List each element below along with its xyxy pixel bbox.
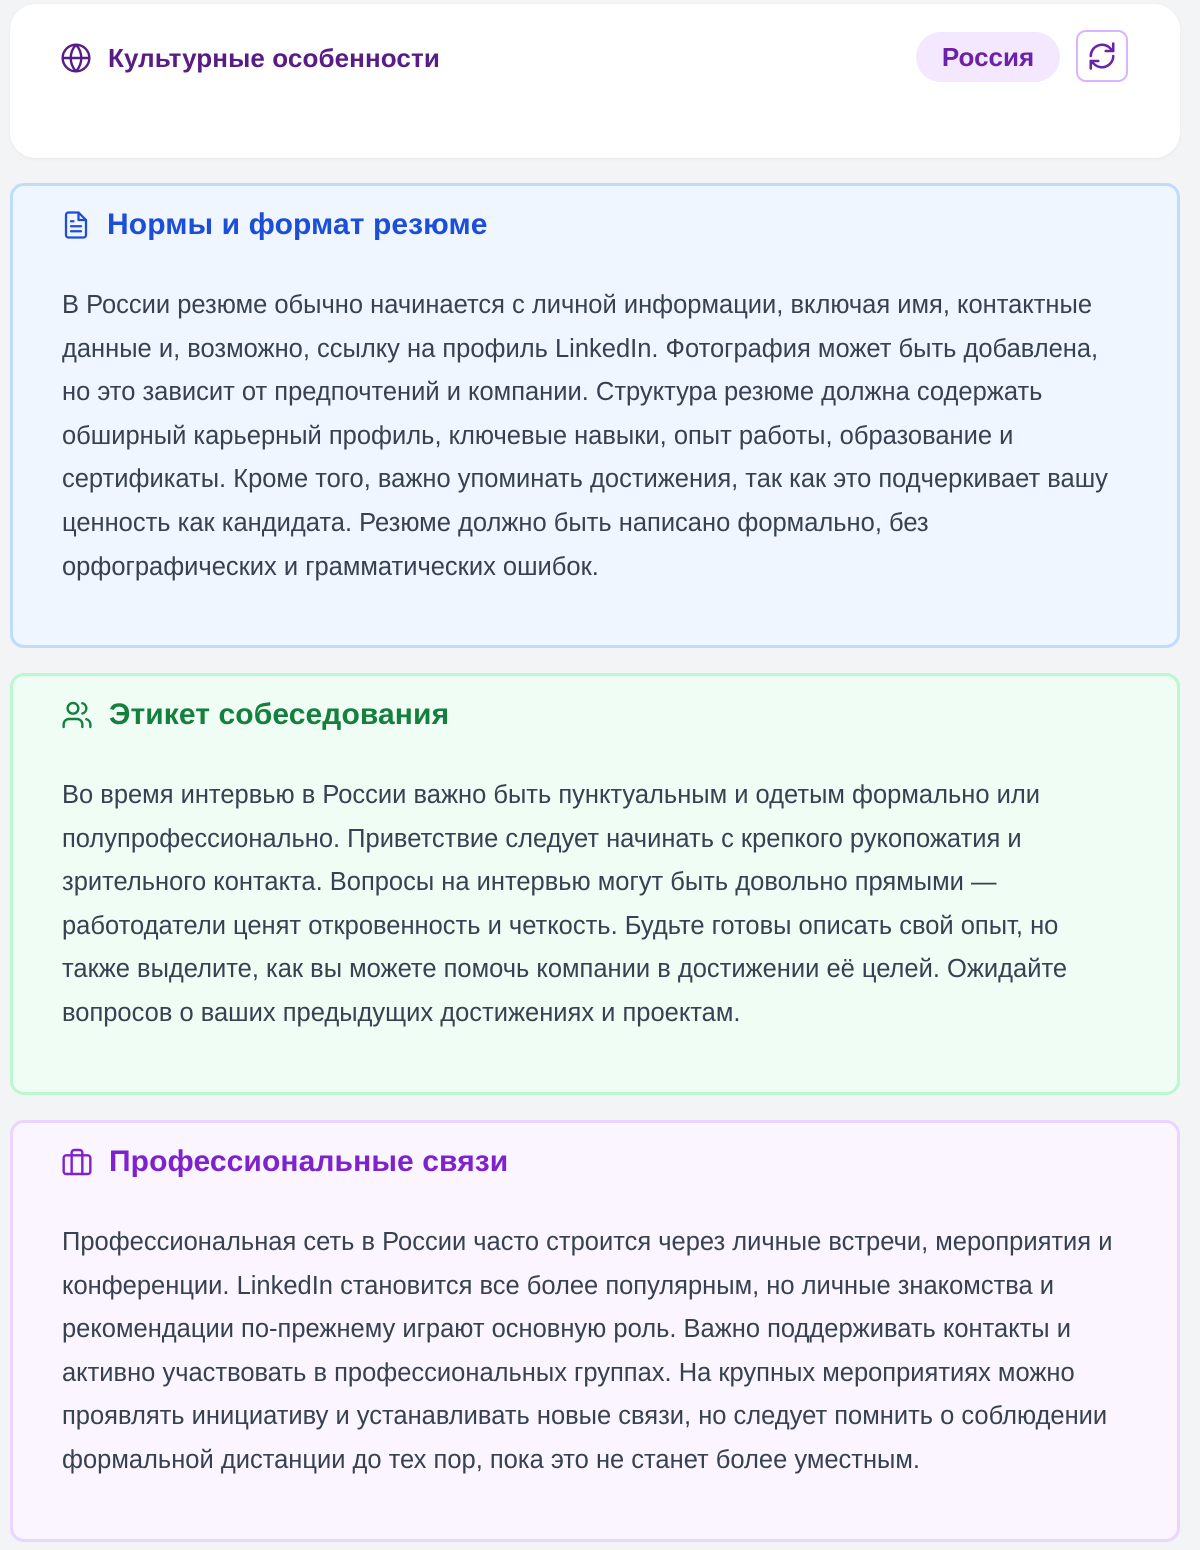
- resume-norms-text: В России резюме обычно начинается с личной информации, включая имя, контактные данные и, возможно, ссылку на профиль LinkedIn. Фотография может быть добавлена, но это зависит от предпочтений и компании. Структура резюме должна содержать обширный карьерный профиль, ключевые навыки, опыт работы, образование и сертификаты. Кроме того, важно упоминать достижения, так как это подчеркивает вашу ценность как кандидата. Резюме должно быть написано формально, без орфографических и грамматических ошибок.: [62, 291, 1108, 581]
- professional-networking-header: [61, 1145, 508, 1179]
- resume-norms-card: [10, 183, 1180, 648]
- refresh-button[interactable]: [1076, 30, 1128, 82]
- professional-networking-title: Профессиональные связи: [109, 1145, 509, 1178]
- professional-networking-card: [10, 1120, 1180, 1542]
- interview-etiquette-card: [10, 673, 1180, 1095]
- interview-etiquette-title: Этикет собеседования: [109, 698, 450, 731]
- interview-etiquette-header: [61, 698, 449, 732]
- globe-icon: [60, 42, 92, 74]
- page-title: Культурные особенности: [108, 42, 440, 73]
- briefcase-icon: [61, 1146, 93, 1178]
- users-icon: [61, 699, 93, 731]
- country-badge: Россия: [916, 32, 1060, 82]
- resume-norms-header: [61, 208, 488, 242]
- interview-etiquette-text: Во время интервью в России важно быть пунктуальным и одетым формально или полупрофессионально. Приветствие следует начинать с крепкого рукопожатия и зрительного контакта. Вопросы на интервью могут быть довольно прямыми — работодатели ценят откровенность и четкость. Будьте готовы описать свой опыт, но также выделите, как вы можете помочь компании в достижении её целей. Ожидайте вопросов о ваших предыдущих достижениях и проектам.: [62, 781, 1068, 1027]
- header-title-group: [60, 42, 440, 74]
- cultural-features-header-card: [10, 4, 1180, 158]
- refresh-icon: [1087, 41, 1117, 71]
- resume-norms-title: Нормы и формат резюме: [107, 208, 488, 241]
- document-icon: [61, 210, 91, 240]
- professional-networking-text: Профессиональная сеть в России часто строится через личные встречи, мероприятия и конференции. LinkedIn становится все более популярным, но личные знакомства и рекомендации по-прежнему играют основную роль. Важно поддерживать контакты и активно участвовать в профессиональных группах. На крупных мероприятиях можно проявлять инициативу и устанавливать новые связи, но следует помнить о соблюдении формальной дистанции до тех пор, пока это не станет более уместным.: [62, 1228, 1113, 1474]
